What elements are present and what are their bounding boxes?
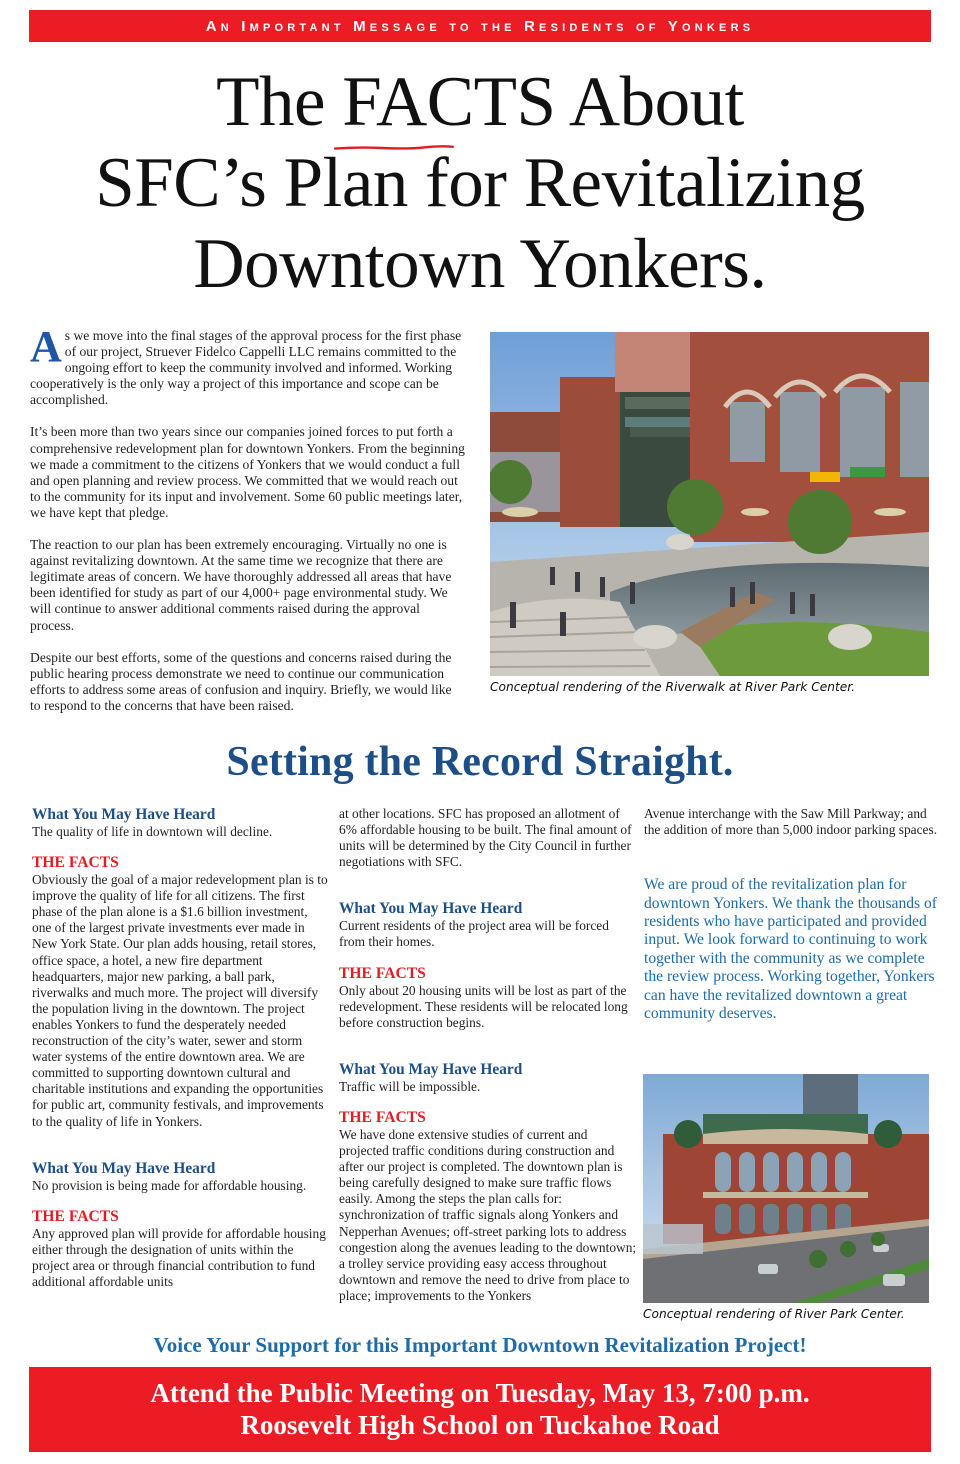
heard-text: Traffic will be impossible. [339,1078,481,1094]
column-1 [32,806,330,1290]
facts-text: Any approved plan will provide for affordable housing either through the designation of units within the project area or through financial contribution to fund additional affordable units [32,1225,326,1289]
headline [0,62,960,305]
intro-paragraph-text: s we move into the final stages of the approval process for the first phase of our project, Struever Fidelco Cappelli LLC remains committed to the ongoing effort to keep the community involved and informed. Working cooperatively is the only way a project of this importance and scope can be accomplished. [30,328,462,408]
facts-text: Only about 20 housing units will be lost as part of the redevelopment. These residents will be relocated long before construction begins. [339,982,628,1030]
facts-text: Obviously the goal of a major redevelopment plan is to improve the quality of life for all citizens. The first phase of the plan alone is a $1.6 billion investment, one of the largest private investments ever made in New York State. Our plan adds housing, retail stores, office space, a hotel, a new fire department headquarters, major new parking, a ball park, riverwalks and much more. The project will diversify the population living in the downtown. The project enables Yonkers to fund the desperately needed reconstruction of the city’s water, sewer and storm water systems of the entire downtown area. We are committed to supporting downtown cultural and charitable institutions and expanding the opportunities for public art, community festivals, and improvements to the quality of life in Yonkers. [32,872,328,1129]
facts-emphasis [342,62,555,143]
headline-text: About [555,63,744,141]
heard-label: What You May Have Heard [339,900,523,918]
facts-text-continued: Avenue interchange with the Saw Mill Parkway; and the addition of more than 5,000 indoor parking spaces. [644,806,938,838]
intro-paragraph [30,322,465,408]
heard-label: What You May Have Heard [32,1159,216,1177]
river-park-caption: Conceptual rendering of River Park Center. [643,1307,905,1321]
intro-paragraph: The reaction to our plan has been extremely encouraging. Virtually no one is against revitalizing downtown. At the same time we recognize that there are legitimate areas of concern. We have thoroughly addressed all areas that have been identified for study as part of our 4,000+ page environmental study. We will continue to answer additional comments raised during the approval process. [30,537,452,633]
intro-paragraph: Despite our best efforts, some of the questions and concerns raised during the public hearing process demonstrate we need to continue our communication efforts to address some areas of confusion and inquiry. Briefly, we would like to respond to the concerns that have been raised. [30,649,452,713]
headline-line-1 [0,62,960,143]
heard-text: No provision is being made for affordable housing. [32,1177,307,1193]
facts-label: THE FACTS [339,1108,426,1126]
meeting-date-time: Attend the Public Meeting on Tuesday, May 13, 7:00 p.m. [150,1378,810,1408]
heard-text: Current residents of the project area will be forced from their homes. [339,918,609,950]
column-2 [339,806,637,1304]
intro-text [30,322,465,730]
headline-line-2: SFC’s Plan for Revitalizing [95,144,865,222]
meeting-banner [29,1367,931,1452]
river-park-illustration [643,1074,929,1303]
facts-label: THE FACTS [32,854,119,872]
headline-line-3: Downtown Yonkers. [193,225,767,303]
red-underline-stroke [334,145,454,151]
column-3 [644,806,942,1023]
facts-label: THE FACTS [32,1207,119,1225]
top-banner [29,10,931,42]
riverwalk-rendering-image [490,332,929,676]
riverwalk-illustration [490,332,929,676]
facts-text-continued: at other locations. SFC has proposed an allotment of 6% affordable housing to be built. The final amount of units will be determined by the City Council in further negotiations with SFC. [339,806,632,870]
facts-label: THE FACTS [339,964,426,982]
facts-word-text: FACTS [342,63,556,141]
heard-label: What You May Have Heard [32,806,216,823]
intro-paragraph: It’s been more than two years since our companies joined forces to put forth a comprehensive redevelopment plan for downtown Yonkers. From the beginning we made a commitment to the citizens of Yonkers that we would conduct a full and open planning and review process. We committed that we would reach out to the community for its input and involvement. Some 60 public meetings later, we have kept that pledge. [30,424,465,520]
riverwalk-caption: Conceptual rendering of the Riverwalk at River Park Center. [490,680,855,694]
support-call-to-action: Voice Your Support for this Important Downtown Revitalization Project! [153,1333,807,1357]
river-park-center-rendering-image [643,1074,929,1303]
heard-text: The quality of life in downtown will decline. [32,824,273,839]
headline-text: The [216,63,343,141]
top-banner-text: An Important Message to the Residents of Yonkers [205,17,755,35]
drop-cap: A [30,322,62,371]
heard-label: What You May Have Heard [339,1060,523,1078]
section-title: Setting the Record Straight. [226,739,734,785]
meeting-location: Roosevelt High School on Tuckahoe Road [240,1410,720,1440]
facts-text: We have done extensive studies of current and projected traffic conditions during construction and after our project is completed. The downtown plan is being carefully designed to make sure traffic flows easily. Among the steps the plan calls for: synchronization of traffic signals along Yonkers and Nepperhan Avenues; off-street parking lots to address congestion along the avenues leading to the downtown; a trolley service providing easy access throughout downtown and remove the need to drive from place to place; improvements to the Yonkers [339,1126,637,1303]
closing-statement: We are proud of the revitalization plan for downtown Yonkers. We thank the thousands of residents who have participated and provided input. We look forward to continuing to work together with the community as we complete the review process. Working together, Yonkers can have the revitalized downtown a great community deserves. [644,876,937,1023]
